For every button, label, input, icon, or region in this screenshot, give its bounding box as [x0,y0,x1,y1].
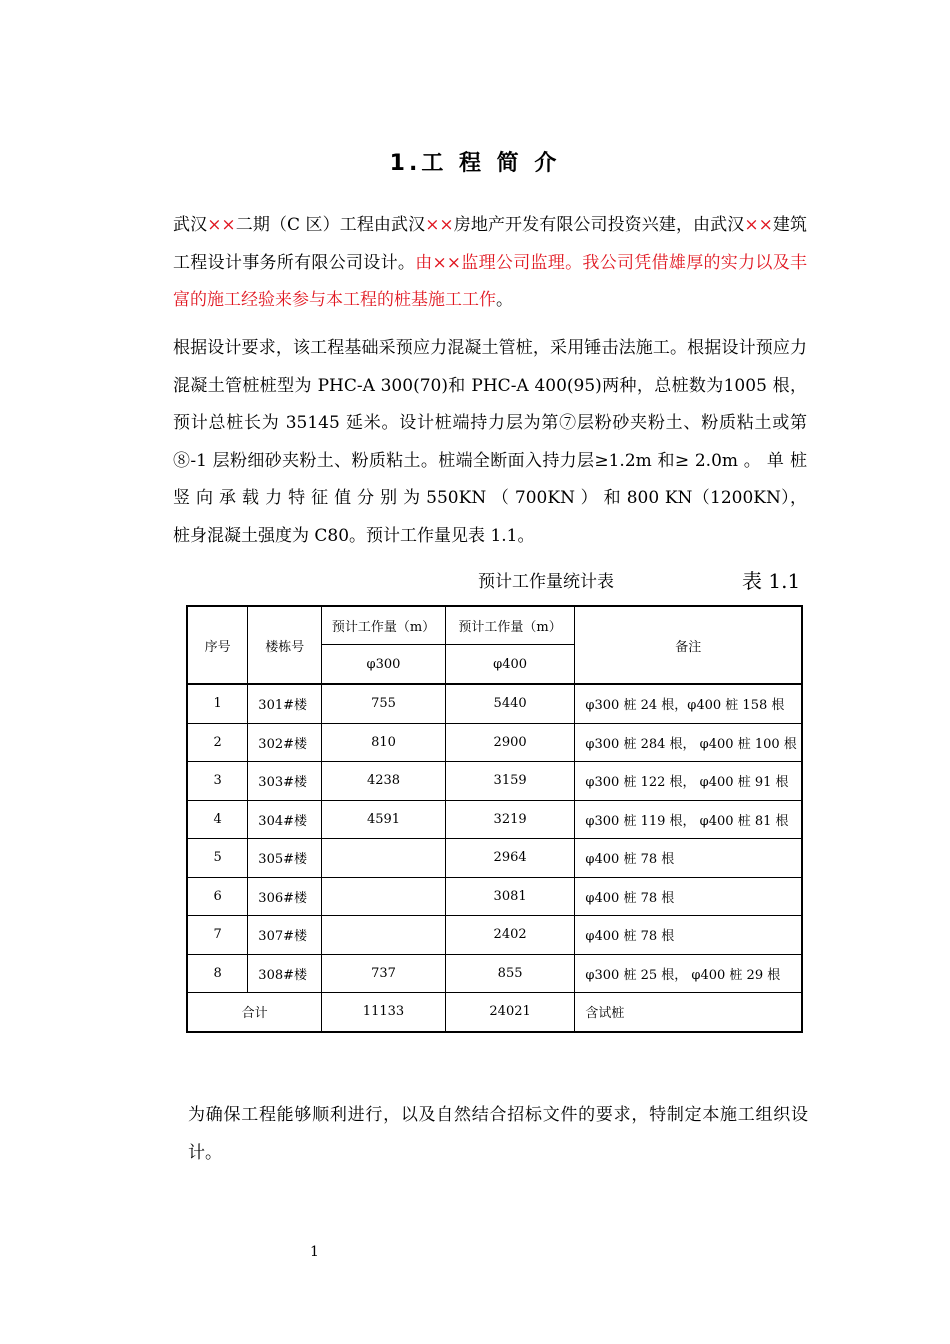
cell-building: 301#楼 [248,684,322,723]
masked-name: ×× [425,215,454,235]
table-number: 表 1.1 [742,569,801,593]
table-row [187,723,802,762]
total-d300: 11133 [322,993,446,1032]
cell-d300 [322,877,446,916]
header-remark: 备注 [575,606,802,684]
header-d300: φ300 [322,645,446,685]
cell-d300: 737 [322,954,446,993]
total-remark: 含试桩 [575,993,802,1032]
table-row [187,762,802,801]
table-total-row [187,993,802,1032]
header-qty-300: 预计工作量（m） [322,606,446,645]
intro-paragraph [173,207,807,320]
cell-seq: 4 [187,800,248,839]
cell-d300: 810 [322,723,446,762]
cell-d300: 755 [322,684,446,723]
cell-building: 302#楼 [248,723,322,762]
cell-d300: 4591 [322,800,446,839]
cell-building: 303#楼 [248,762,322,801]
header-building: 楼栋号 [248,606,322,684]
cell-seq: 8 [187,954,248,993]
cell-seq: 5 [187,839,248,878]
cell-seq: 7 [187,916,248,955]
cell-d300 [322,916,446,955]
table-row [187,684,802,723]
design-paragraph: 根据设计要求，该工程基础采预应力混凝土管桩，采用锤击法施工。根据设计预应力混凝土管桩桩型为 PHC-A 300(70)和 PHC-A 400(95)两种，总桩数为1005 根，预计总桩长为 35145 延米。设计桩端持力层为第⑦层粉砂夹粉土、粉质粘土或第⑧-1 层粉细砂夹粉土、粉质粘土。桩端全断面入持力层≥1.2m 和≥ 2.0m 。 单 桩 竖 向 承 载 力 特 征 值 分 别 为 550KN （ 700KN ） 和 800 KN（1200KN），桩身混凝土强度为 C80。预计工作量见表 1.1。 [173,338,807,546]
section-title: 1.工 程 简 介 [389,151,561,176]
intro-text: 武汉 [173,215,208,235]
cell-d400: 5440 [445,684,575,723]
table-row [187,839,802,878]
cell-building: 305#楼 [248,839,322,878]
closing-paragraph: 为确保工程能够顺利进行，以及自然结合招标文件的要求，特制定本施工组织设计。 [188,1105,808,1163]
cell-building: 304#楼 [248,800,322,839]
table-row [187,954,802,993]
cell-remark: φ400 桩 78 根 [575,877,802,916]
cell-d400: 3219 [445,800,575,839]
total-d400: 24021 [445,993,575,1032]
intro-text: 二期（C 区）工程由武汉 [235,215,426,235]
cell-seq: 1 [187,684,248,723]
cell-d300: 4238 [322,762,446,801]
cell-building: 307#楼 [248,916,322,955]
cell-d400: 2964 [445,839,575,878]
header-d400: φ400 [445,645,575,685]
intro-text: 房地产开发有限公司投资兴建，由武汉 [453,215,745,235]
cell-d400: 855 [445,954,575,993]
cell-seq: 3 [187,762,248,801]
cell-building: 306#楼 [248,877,322,916]
cell-d400: 2900 [445,723,575,762]
cell-remark: φ400 桩 78 根 [575,916,802,955]
cell-remark: φ300 桩 119 根， φ400 桩 81 根 [575,800,802,839]
header-qty-400: 预计工作量（m） [445,606,575,645]
cell-seq: 2 [187,723,248,762]
table-row [187,877,802,916]
cell-d400: 3159 [445,762,575,801]
table-caption: 预计工作量统计表 [478,572,614,592]
intro-text: 。 [496,290,513,310]
masked-name: ×× [744,215,773,235]
header-seq: 序号 [187,606,248,684]
table-row [187,800,802,839]
total-label: 合计 [187,993,322,1032]
cell-building: 308#楼 [248,954,322,993]
workload-table [186,605,803,1033]
masked-name: ×× [207,215,236,235]
intro-text: 建筑工程设计事务所有限公司设计。 [173,215,808,273]
cell-d300 [322,839,446,878]
table-header-row [187,606,802,645]
cell-remark: φ400 桩 78 根 [575,839,802,878]
page-number: 1 [310,1244,319,1260]
cell-remark: φ300 桩 24 根，φ400 桩 158 根 [575,684,802,723]
cell-remark: φ300 桩 284 根， φ400 桩 100 根 [575,723,802,762]
cell-d400: 3081 [445,877,575,916]
table-row [187,916,802,955]
highlighted-text: 由××监理公司监理。我公司凭借雄厚的实力以及丰富的施工经验来参与本工程的桩基施工工作 [173,252,807,310]
cell-remark: φ300 桩 25 根， φ400 桩 29 根 [575,954,802,993]
cell-d400: 2402 [445,916,575,955]
cell-remark: φ300 桩 122 根， φ400 桩 91 根 [575,762,802,801]
cell-seq: 6 [187,877,248,916]
